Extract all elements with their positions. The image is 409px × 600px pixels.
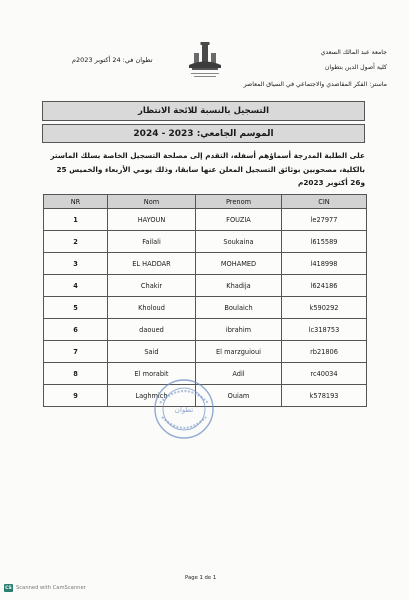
document-date: تطوان في: 24 أكتوبر 2023م	[72, 56, 153, 64]
page-number: Page 1 de 1	[185, 575, 217, 581]
row-number: 8	[44, 363, 108, 385]
row-number: 9	[44, 385, 108, 407]
camscanner-logo-icon: CS	[5, 585, 12, 591]
table-row	[44, 319, 367, 341]
row-number: 3	[44, 253, 108, 275]
scanner-watermark	[4, 583, 86, 593]
last-name: El morabit	[108, 363, 196, 385]
first-name: Boulaich	[196, 297, 282, 319]
table-row	[44, 209, 367, 231]
table-row	[44, 275, 367, 297]
row-number: 5	[44, 297, 108, 319]
cin: rb21806	[282, 341, 367, 363]
last-name: HAYOUN	[108, 209, 196, 231]
last-name: Failali	[108, 231, 196, 253]
first-name: Ouiam	[196, 385, 282, 407]
stamp-text: تطوان	[174, 406, 194, 414]
instructions-paragraph: على الطلبة المدرجة أسماؤهم أسفله، التقدم إلى مصلحة التسجيل الخاصة بسلك الماستر بالكلية، مصحوبين بوثائق التسجيل المعلن عنها سابقا، وذلك يومي الأربعاء والخميس 25 و26 أكتوبر 2023م	[50, 151, 365, 187]
column-header: Prenom	[196, 195, 282, 209]
row-number: 7	[44, 341, 108, 363]
last-name: Chakir	[108, 275, 196, 297]
row-number: 2	[44, 231, 108, 253]
first-name: El marzguioui	[196, 341, 282, 363]
table-row	[44, 297, 367, 319]
first-name: ibrahim	[196, 319, 282, 341]
last-name: Said	[108, 341, 196, 363]
last-name: Laghmich	[108, 385, 196, 407]
column-header: NR	[44, 195, 108, 209]
faculty-logo-icon	[183, 41, 227, 83]
column-header: CIN	[282, 195, 367, 209]
first-name: FOUZIA	[196, 209, 282, 231]
first-name: Adil	[196, 363, 282, 385]
row-number: 1	[44, 209, 108, 231]
cin: lc318753	[282, 319, 367, 341]
cin: l615589	[282, 231, 367, 253]
faculty-stamp-icon	[152, 377, 216, 441]
last-name: daoued	[108, 319, 196, 341]
table-row	[44, 341, 367, 363]
cin: k578193	[282, 385, 367, 407]
table-row	[44, 231, 367, 253]
first-name: Soukaina	[196, 231, 282, 253]
first-name: MOHAMED	[196, 253, 282, 275]
cin: l624186	[282, 275, 367, 297]
last-name: EL HADDAR	[108, 253, 196, 275]
scanner-text: Scanned with CamScanner	[16, 585, 86, 591]
students-table	[43, 194, 367, 407]
first-name: Khadija	[196, 275, 282, 297]
row-number: 4	[44, 275, 108, 297]
table-row	[44, 253, 367, 275]
table-header-row	[44, 195, 367, 209]
faculty-name: كلية أصول الدين بتطوان	[324, 64, 387, 71]
master-program: ماستر: الفكر المقاصدي والاجتماعي في السياق المعاصر	[243, 81, 387, 88]
column-header: Nom	[108, 195, 196, 209]
university-name: جامعة عبد المالك السعدي	[320, 49, 387, 56]
cin: rc40034	[282, 363, 367, 385]
cin: l418998	[282, 253, 367, 275]
last-name: Kholoud	[108, 297, 196, 319]
cin: le27977	[282, 209, 367, 231]
waitlist-title: التسجيل بالنسبة للائحة الانتظار	[42, 101, 365, 121]
academic-season: الموسم الجامعي: 2023 - 2024	[42, 124, 365, 143]
row-number: 6	[44, 319, 108, 341]
cin: k590292	[282, 297, 367, 319]
